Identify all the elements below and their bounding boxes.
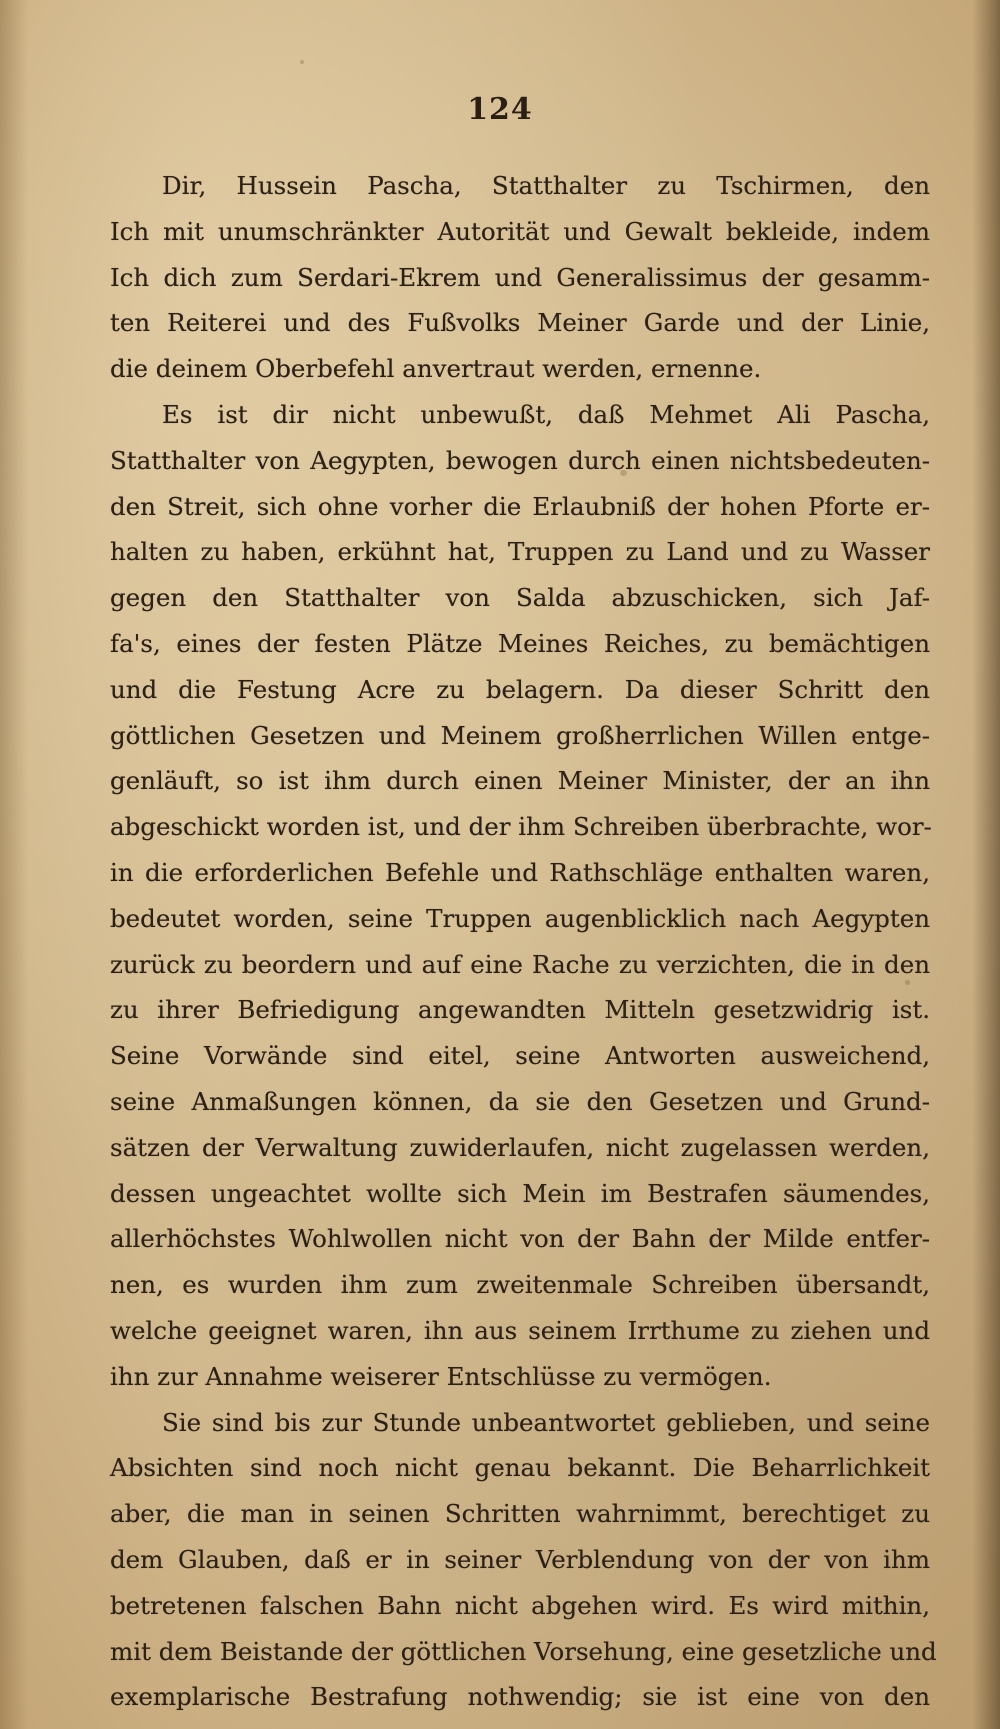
- left-edge-shadow: [0, 0, 28, 1729]
- right-edge-shadow: [972, 0, 1000, 1729]
- text-line: Es ist dir nicht unbewußt, daß Mehmet Ali Pascha,: [162, 399, 930, 429]
- text-line: göttlichen Gesetzen und Meinem großherrlichen Willen entge-: [110, 720, 930, 750]
- text-line: in die erforderlichen Befehle und Rathschläge enthalten waren,: [110, 857, 930, 887]
- text-line: und die Festung Acre zu belagern. Da dieser Schritt den: [110, 674, 930, 704]
- text-line: allerhöchstes Wohlwollen nicht von der Bahn der Milde entfer-: [110, 1224, 930, 1254]
- text-line: nen, es wurden ihm zum zweitenmale Schreiben übersandt,: [110, 1270, 930, 1300]
- page-number: 124: [467, 92, 533, 127]
- text-line: ten Reiterei und des Fußvolks Meiner Garde und der Linie,: [110, 308, 930, 338]
- text-line: gegen den Statthalter von Salda abzuschicken, sich Jaf-: [110, 583, 930, 613]
- text-line: sätzen der Verwaltung zuwiderlaufen, nicht zugelassen werden,: [110, 1132, 930, 1162]
- paper-spot: [300, 60, 304, 64]
- text-line: Dir, Hussein Pascha, Statthalter zu Tschirmen, den: [162, 171, 930, 200]
- text-line: Ich dich zum Serdari-Ekrem und Generalissimus der gesamm-: [110, 262, 930, 292]
- text-line: betretenen falschen Bahn nicht abgehen wird. Es wird mithin,: [110, 1590, 930, 1620]
- text-line: den Streit, sich ohne vorher die Erlaubniß der hohen Pforte er-: [110, 491, 930, 521]
- text-line: bedeutet worden, seine Truppen augenblicklich nach Aegypten: [110, 903, 930, 933]
- text-line: die deinem Oberbefehl anvertraut werden, ernenne.: [110, 354, 762, 384]
- text-line: exemplarische Bestrafung nothwendig; sie ist eine von den: [110, 1682, 930, 1712]
- text-line: zurück zu beordern und auf eine Rache zu verzichten, die in den: [110, 949, 930, 979]
- text-line: zu ihrer Befriedigung angewandten Mitteln gesetzwidrig ist.: [110, 995, 930, 1025]
- text-line: halten zu haben, erkühnt hat, Truppen zu Land und zu Wasser: [110, 537, 930, 567]
- text-line: Sie sind bis zur Stunde unbeantwortet geblieben, und seine: [162, 1407, 930, 1437]
- text-line: aber, die man in seinen Schritten wahrnimmt, berechtiget zu: [110, 1499, 930, 1529]
- text-line: dem Glauben, daß er in seiner Verblendung von der von ihm: [110, 1544, 930, 1574]
- text-line: genläuft, so ist ihm durch einen Meiner Minister, der an ihn: [110, 766, 930, 796]
- text-line: welche geeignet waren, ihn aus seinem Irrthume zu ziehen und: [110, 1315, 930, 1345]
- text-line: fa's, eines der festen Plätze Meines Reiches, zu bemächtigen: [110, 628, 930, 658]
- text-line: abgeschickt worden ist, und der ihm Schreiben überbrachte, wor-: [110, 812, 932, 842]
- text-line: seine Anmaßungen können, da sie den Gesetzen und Grund-: [110, 1086, 930, 1116]
- text-line: Seine Vorwände sind eitel, seine Antworten ausweichend,: [110, 1041, 930, 1071]
- text-line: ihn zur Annahme weiserer Entschlüsse zu vermögen.: [110, 1361, 772, 1391]
- text-line: dessen ungeachtet wollte sich Mein im Bestrafen säumendes,: [110, 1178, 930, 1208]
- body-text: [110, 163, 937, 1720]
- text-line: Statthalter von Aegypten, bewogen durch einen nichtsbedeuten-: [110, 445, 930, 475]
- text-line: Absichten sind noch nicht genau bekannt. Die Beharrlichkeit: [110, 1453, 930, 1483]
- text-line: mit dem Beistande der göttlichen Vorsehung, eine gesetzliche und: [110, 1636, 937, 1666]
- text-line: Ich mit unumschränkter Autorität und Gewalt bekleide, indem: [110, 216, 930, 246]
